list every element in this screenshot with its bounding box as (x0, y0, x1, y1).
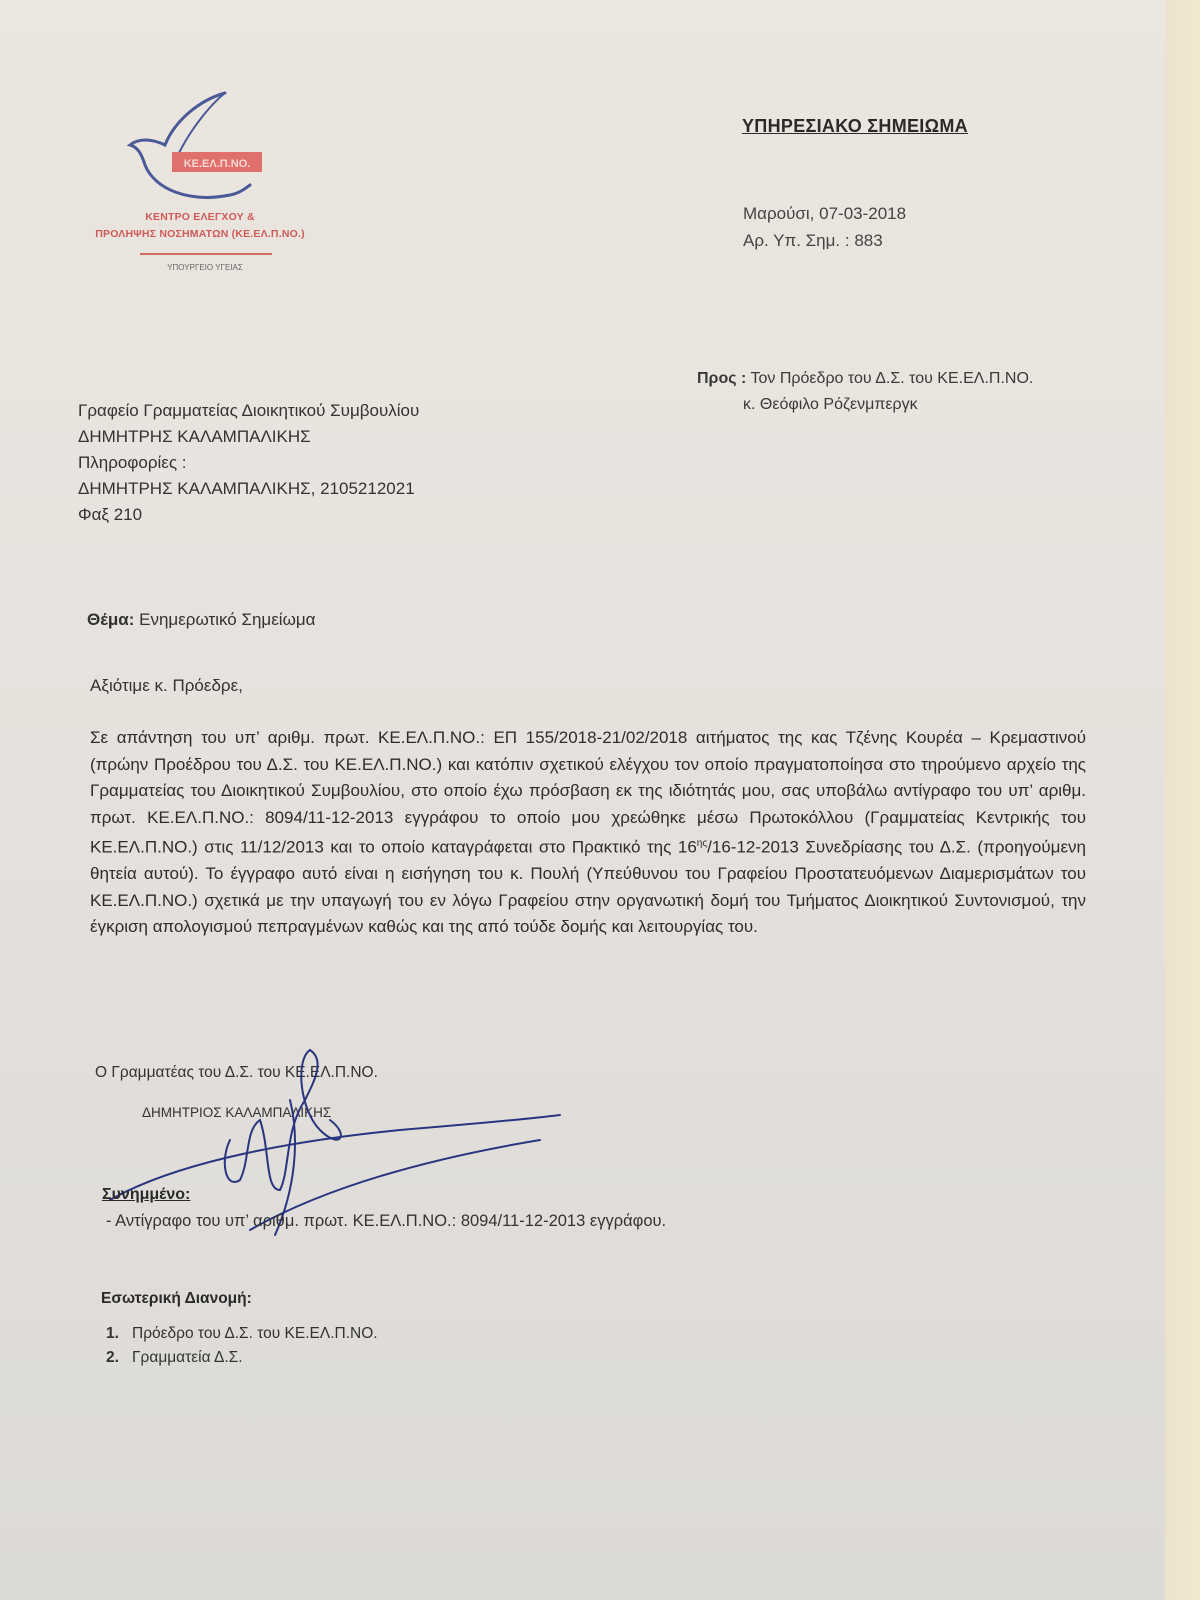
org-name-line1: ΚΕΝΤΡΟ ΕΛΕΓΧΟΥ & (145, 211, 255, 223)
sender-name: ΔΗΜΗΤΡΗΣ ΚΑΛΑΜΠΑΛΙΚΗΣ (78, 427, 311, 446)
distribution-list (106, 1322, 378, 1370)
attachment-item: - Αντίγραφο του υπ’ αριθμ. πρωτ. ΚΕ.ΕΛ.Π.ΝΟ.: 8094/11-12-2013 εγγράφου. (106, 1212, 667, 1230)
sender-office: Γραφείο Γραμματείας Διοικητικού Συμβουλίου (78, 401, 420, 420)
distribution-label: Εσωτερική Διανομή: (101, 1290, 252, 1307)
body-paragraph: Σε απάντηση του υπ’ αριθμ. πρωτ. ΚΕ.ΕΛ.Π.ΝΟ.: ΕΠ 155/2018-21/02/2018 αιτήματος της κας Τζένης Κουρέα – Κρεμαστινού (πρώην Προέδρου του Δ.Σ. του ΚΕ.ΕΛ.Π.ΝΟ.) και κατόπιν σχετικού ελέγχου τον οποίο πραγματοποίησα στο τηρούμενο αρχείο της Γραμματείας του Διοικητικού Συμβουλίου, στο οποίο έχω πρόσβαση εκ της ιδιότητάς μου, σας υποβάλω αντίγραφο του υπ’ αριθμ. πρωτ. ΚΕ.ΕΛ.Π.ΝΟ.: 8094/11-12-2013 εγγράφου το οποίο μου χρεώθηκε μέσω Πρωτοκόλλου (Γραμματείας Κεντρικής του ΚΕ.ΕΛ.Π.ΝΟ.) στις 11/12/2013 και το οποίο καταγράφεται στο Πρακτικό της $16^{\eta\varsigma}/16-12-2013$ Συνεδρίασης του Δ.Σ. (προηγούμενη θητεία αυτού). Το έγγραφο αυτό είναι η εισήγηση του κ. Πουλή (Υπεύθυνου του Γραφείου Προστατευόμενων Διαμερισμάτων του ΚΕ.ΕΛ.Π.ΝΟ.) σχετικά με την υπαγωγή του εν λόγω Γραφείου στην οργανωτική δομή του Τμήματος Διοικητικού Συντονισμού, την έγκριση απολογισμού πεπραγμένων καθώς και της από τούδε δομής και λειτουργίας του. (90, 728, 1086, 937)
recipient-line1: Τον Πρόεδρο του Δ.Σ. του ΚΕ.ΕΛ.Π.ΝΟ. (750, 370, 1034, 387)
signatory-role: Ο Γραμματέας του Δ.Σ. του ΚΕ.ΕΛ.Π.ΝΟ. (95, 1064, 378, 1081)
sender-info-label: Πληροφορίες : (78, 453, 187, 472)
organization-logo (60, 85, 340, 285)
signatory-name: ΔΗΜΗΤΡΙΟΣ ΚΑΛΑΜΠΑΛΙΚΗΣ (142, 1105, 332, 1120)
document-meta (743, 200, 906, 254)
sender-block (78, 398, 419, 528)
page-edge (1165, 0, 1200, 1600)
ministry-name: ΥΠΟΥΡΓΕΙΟ ΥΓΕΙΑΣ (167, 263, 243, 272)
org-name-line2: ΠΡΟΛΗΨΗΣ ΝΟΣΗΜΑΤΩΝ (ΚΕ.ΕΛ.Π.ΝΟ.) (95, 228, 305, 240)
subject-label: Θέμα: (87, 610, 135, 629)
reference-number: Αρ. Υπ. Σημ. : 883 (743, 231, 883, 250)
sender-fax: Φαξ 210 (78, 505, 143, 524)
recipient-line2: κ. Θεόφιλο Ρόζενμπεργκ (743, 396, 918, 413)
attachment-label: Συνημμένο: (102, 1186, 191, 1203)
dove-icon (60, 85, 340, 205)
distribution-item: 2. Γραμματεία Δ.Σ. (106, 1349, 243, 1366)
document-title: ΥΠΗΡΕΣΙΑΚΟ ΣΗΜΕΙΩΜΑ (742, 116, 968, 136)
place-date: Μαρούσι, 07-03-2018 (743, 204, 907, 223)
greeting: Αξιότιμε κ. Πρόεδρε, (90, 676, 243, 695)
logo-divider (140, 253, 272, 255)
recipient-block (697, 366, 1033, 418)
svg-text:ΚΕ.ΕΛ.Π.ΝΟ.: ΚΕ.ΕΛ.Π.ΝΟ. (183, 158, 251, 170)
subject-line (87, 610, 315, 630)
distribution-item: 1. Πρόεδρο του Δ.Σ. του ΚΕ.ΕΛ.Π.ΝΟ. (106, 1325, 378, 1342)
sender-contact: ΔΗΜΗΤΡΗΣ ΚΑΛΑΜΠΑΛΙΚΗΣ, 2105212021 (78, 479, 415, 498)
recipient-label: Προς : (697, 370, 747, 387)
subject-text: Ενημερωτικό Σημείωμα (139, 610, 316, 629)
